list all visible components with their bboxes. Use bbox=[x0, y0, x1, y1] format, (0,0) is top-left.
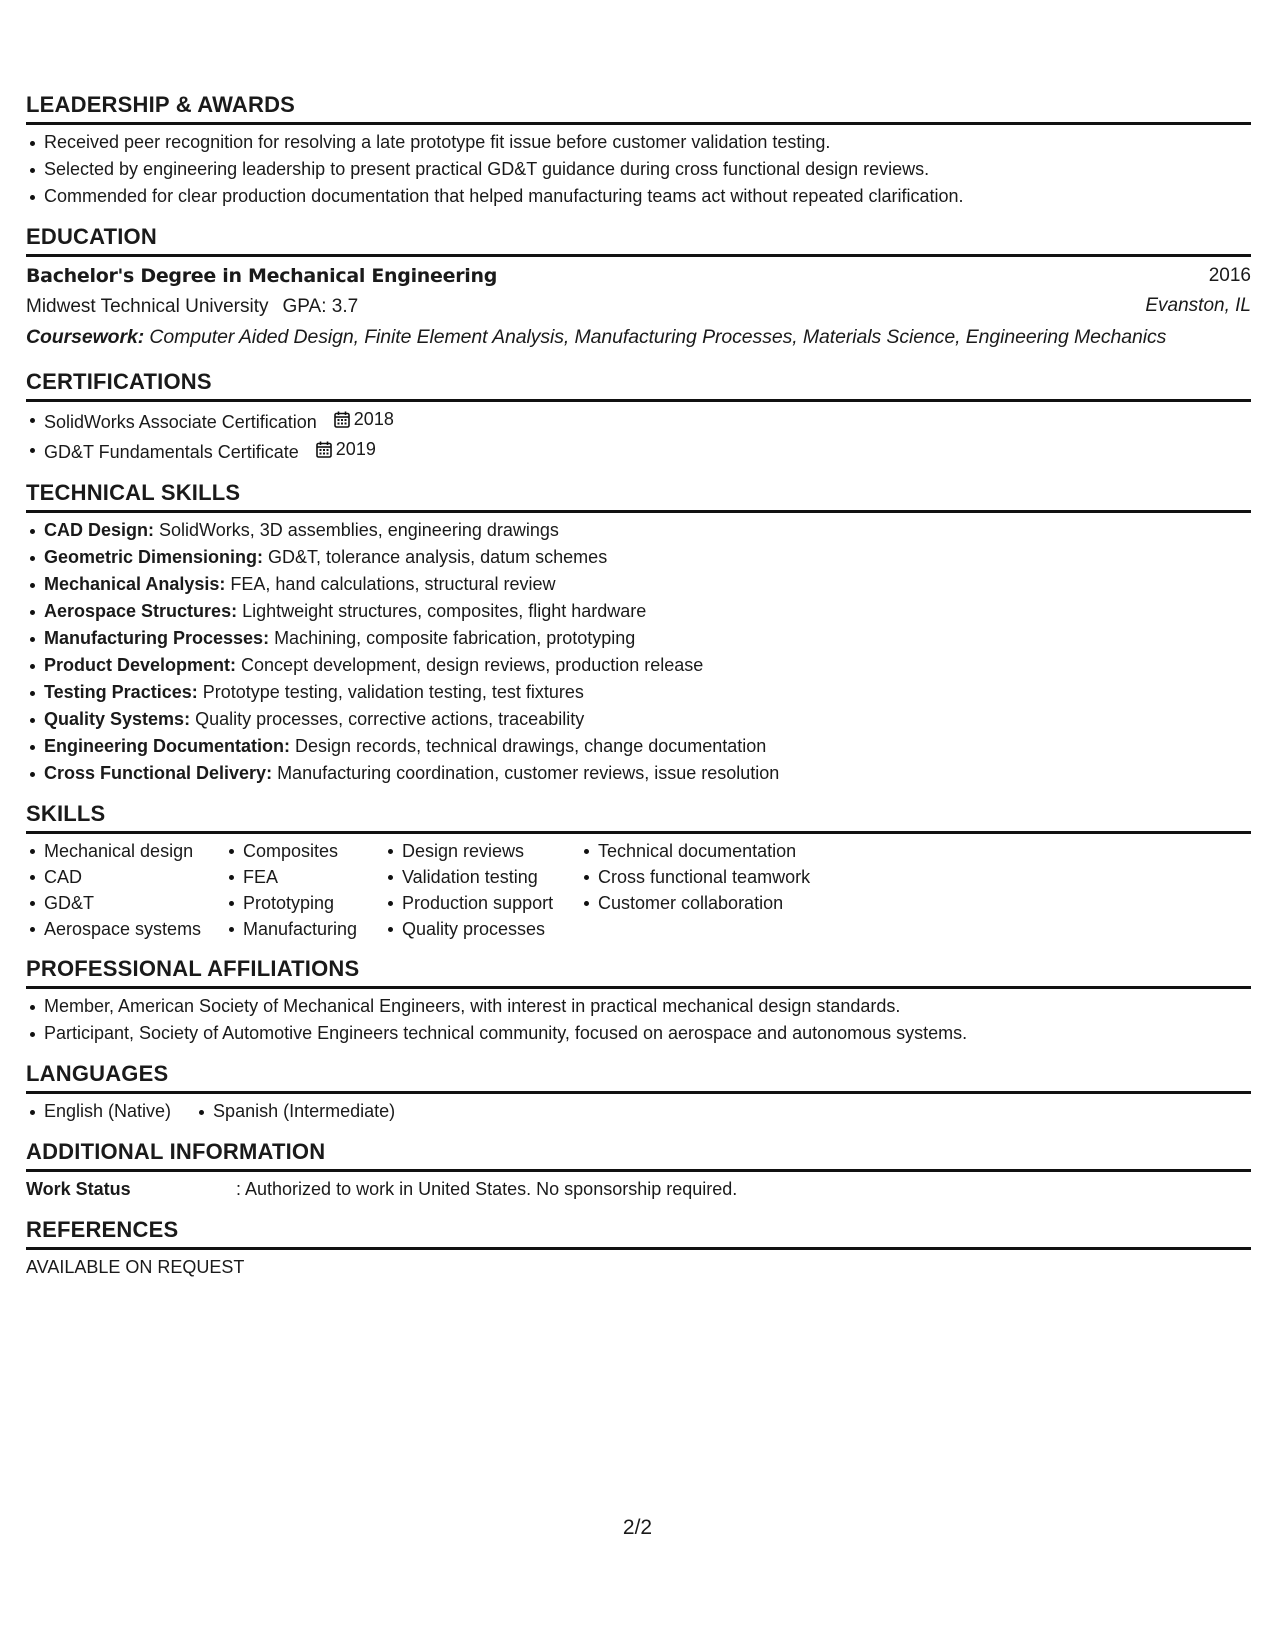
coursework-list: Computer Aided Design, Finite Element Analysis, Manufacturing Processes, Materials Science, Engineering Mechanics bbox=[144, 326, 1167, 348]
certifications-list bbox=[26, 406, 1251, 466]
degree-name: Bachelor's Degree in Mechanical Engineering bbox=[26, 265, 498, 287]
technical-skill-item bbox=[26, 517, 1251, 544]
section-title-certifications: CERTIFICATIONS bbox=[26, 369, 1251, 402]
section-title-additional-info: ADDITIONAL INFORMATION bbox=[26, 1139, 1251, 1172]
certification-year: 2018 bbox=[353, 409, 394, 429]
technical-skill-item bbox=[26, 652, 1251, 679]
skill-category: Mechanical Analysis: bbox=[44, 574, 226, 594]
list-item: GD&T bbox=[26, 890, 225, 916]
technical-skill-item bbox=[26, 760, 1251, 787]
skill-details: FEA, hand calculations, structural review bbox=[225, 574, 556, 594]
section-title-technical-skills: TECHNICAL SKILLS bbox=[26, 480, 1251, 513]
list-item: FEA bbox=[225, 864, 384, 890]
technical-skill-item bbox=[26, 733, 1251, 760]
calendar-icon bbox=[334, 411, 350, 428]
skills-column bbox=[225, 838, 384, 942]
references-section bbox=[26, 1217, 1251, 1281]
skill-details: Machining, composite fabrication, prototyping bbox=[269, 628, 636, 648]
leadership-section bbox=[26, 92, 1251, 210]
skill-category: Manufacturing Processes: bbox=[44, 628, 270, 648]
certification-item bbox=[26, 406, 1251, 436]
school-name: Midwest Technical University bbox=[26, 296, 269, 317]
section-title-leadership: LEADERSHIP & AWARDS bbox=[26, 92, 1251, 125]
list-item: Aerospace systems bbox=[26, 916, 225, 942]
section-title-affiliations: PROFESSIONAL AFFILIATIONS bbox=[26, 956, 1251, 989]
graduation-year: 2016 bbox=[1208, 265, 1251, 286]
technical-skills-section bbox=[26, 480, 1251, 787]
calendar-icon bbox=[316, 441, 332, 458]
coursework-label: Coursework: bbox=[26, 326, 145, 348]
list-item: Selected by engineering leadership to present practical GD&T guidance during cross functional design reviews. bbox=[26, 156, 1251, 183]
references-text: AVAILABLE ON REQUEST bbox=[26, 1257, 245, 1277]
certification-date bbox=[334, 406, 394, 433]
school-location: Evanston, IL bbox=[1145, 295, 1251, 316]
work-status-label: Work Status bbox=[26, 1179, 131, 1199]
skill-details: Quality processes, corrective actions, traceability bbox=[190, 709, 585, 729]
certification-date bbox=[316, 436, 376, 463]
work-status-row bbox=[26, 1176, 1251, 1203]
technical-skill-item bbox=[26, 625, 1251, 652]
skill-category: Cross Functional Delivery: bbox=[44, 763, 273, 783]
languages-list bbox=[26, 1098, 1251, 1125]
affiliations-list bbox=[26, 993, 1251, 1047]
skill-details: Lightweight structures, composites, flight hardware bbox=[237, 601, 647, 621]
skill-category: CAD Design: bbox=[44, 520, 155, 540]
section-title-languages: LANGUAGES bbox=[26, 1061, 1251, 1094]
skills-column bbox=[580, 838, 840, 942]
list-item: Production support bbox=[384, 890, 580, 916]
list-item: English (Native) bbox=[26, 1098, 171, 1125]
leadership-list bbox=[26, 129, 1251, 210]
section-title-skills: SKILLS bbox=[26, 801, 1251, 834]
skills-column bbox=[26, 838, 225, 942]
list-item: Quality processes bbox=[384, 916, 580, 942]
technical-skill-item bbox=[26, 598, 1251, 625]
list-item: CAD bbox=[26, 864, 225, 890]
languages-section bbox=[26, 1061, 1251, 1125]
list-item: Customer collaboration bbox=[580, 890, 840, 916]
coursework bbox=[26, 322, 1251, 353]
skill-category: Quality Systems: bbox=[44, 709, 191, 729]
list-item: Commended for clear production documentation that helped manufacturing teams act without repeated clarification. bbox=[26, 183, 1251, 210]
education-section bbox=[26, 224, 1251, 353]
skill-details: Concept development, design reviews, production release bbox=[236, 655, 704, 675]
skill-details: Design records, technical drawings, change documentation bbox=[290, 736, 767, 756]
list-item: Prototyping bbox=[225, 890, 384, 916]
skill-category: Engineering Documentation: bbox=[44, 736, 291, 756]
skill-category: Product Development: bbox=[44, 655, 237, 675]
list-item: Validation testing bbox=[384, 864, 580, 890]
technical-skill-item bbox=[26, 544, 1251, 571]
technical-skill-item bbox=[26, 571, 1251, 598]
technical-skill-item bbox=[26, 706, 1251, 733]
certification-item bbox=[26, 436, 1251, 466]
list-item: Received peer recognition for resolving a late prototype fit issue before customer validation testing. bbox=[26, 129, 1251, 156]
list-item: Composites bbox=[225, 838, 384, 864]
skill-category: Aerospace Structures: bbox=[44, 601, 238, 621]
list-item: Cross functional teamwork bbox=[580, 864, 840, 890]
education-school-row bbox=[26, 291, 1251, 322]
section-title-references: REFERENCES bbox=[26, 1217, 1251, 1250]
skill-details: SolidWorks, 3D assemblies, engineering drawings bbox=[154, 520, 559, 540]
technical-skills-list bbox=[26, 517, 1251, 787]
education-header-row bbox=[26, 261, 1251, 291]
certification-name: SolidWorks Associate Certification bbox=[44, 412, 317, 432]
list-item: Manufacturing bbox=[225, 916, 384, 942]
technical-skill-item bbox=[26, 679, 1251, 706]
skill-details: GD&T, tolerance analysis, datum schemes bbox=[263, 547, 608, 567]
skills-column bbox=[384, 838, 580, 942]
list-item: Spanish (Intermediate) bbox=[195, 1098, 395, 1125]
certification-name: GD&T Fundamentals Certificate bbox=[44, 442, 299, 462]
skills-grid bbox=[26, 838, 1251, 942]
affiliations-section bbox=[26, 956, 1251, 1047]
gpa: GPA: 3.7 bbox=[282, 296, 359, 317]
list-item: Technical documentation bbox=[580, 838, 840, 864]
list-item: Member, American Society of Mechanical Engineers, with interest in practical mechanical design standards. bbox=[26, 993, 1251, 1020]
work-status-value: : Authorized to work in United States. No sponsorship required. bbox=[236, 1179, 738, 1199]
skills-section bbox=[26, 801, 1251, 942]
list-item: Participant, Society of Automotive Engineers technical community, focused on aerospace and autonomous systems. bbox=[26, 1020, 1251, 1047]
skill-category: Testing Practices: bbox=[44, 682, 198, 702]
certifications-section bbox=[26, 369, 1251, 466]
section-title-education: EDUCATION bbox=[26, 224, 1251, 257]
list-item: Mechanical design bbox=[26, 838, 225, 864]
list-item: Design reviews bbox=[384, 838, 580, 864]
skill-details: Manufacturing coordination, customer reviews, issue resolution bbox=[272, 763, 780, 783]
resume-page bbox=[26, 92, 1251, 1293]
certification-year: 2019 bbox=[335, 439, 376, 459]
skill-details: Prototype testing, validation testing, test fixtures bbox=[197, 682, 584, 702]
page-number: 2/2 bbox=[622, 1516, 653, 1539]
additional-info-section bbox=[26, 1139, 1251, 1203]
skill-category: Geometric Dimensioning: bbox=[44, 547, 264, 567]
